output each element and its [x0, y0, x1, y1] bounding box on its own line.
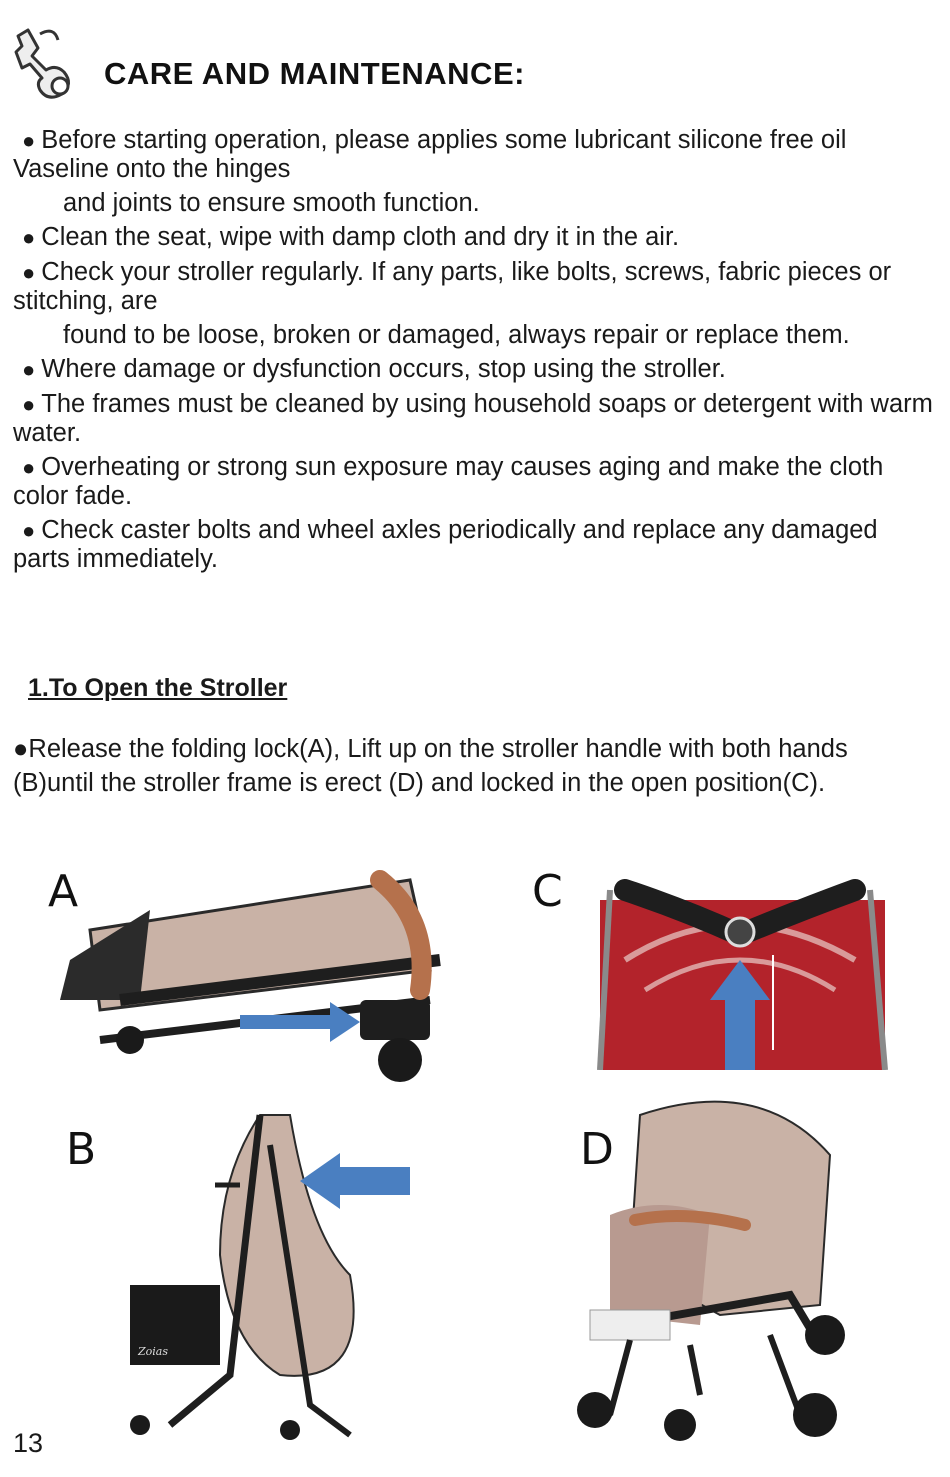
list-item-text: Clean the seat, wipe with damp cloth and dry it in the air.: [41, 223, 680, 251]
figure-d-open-stroller: [570, 1095, 845, 1445]
instruction-text: [13, 732, 913, 800]
bullet-icon: ●: [22, 518, 36, 543]
bullet-icon: ●: [22, 128, 36, 153]
stroller-logo-text: Zoias: [138, 1345, 168, 1358]
list-item-text: Check caster bolts and wheel axles periodically and replace any damaged parts immediately.: [13, 516, 878, 573]
list-item-text: The frames must be cleaned by using household soaps or detergent with warm water.: [13, 390, 933, 447]
list-item-text: Where damage or dysfunction occurs, stop using the stroller.: [41, 355, 726, 383]
list-item-text: Check your stroller regularly. If any parts, like bolts, screws, fabric pieces or stitching, are: [13, 258, 892, 315]
list-item: [13, 223, 933, 252]
figure-b-lifting-handle: [110, 1105, 420, 1445]
figure-label-c: C: [532, 866, 563, 917]
page-number: 13: [13, 1428, 44, 1458]
list-item-continuation: and joints to ensure smooth function.: [63, 189, 480, 217]
list-item-text: Before starting operation, please applies some lubricant silicone free oil Vaseline onto the hinges: [13, 126, 847, 183]
bullet-icon: ●: [22, 225, 36, 250]
list-item: [13, 516, 933, 573]
bullet-icon: ●: [22, 392, 36, 417]
list-item: [13, 453, 933, 510]
bullet-icon: ●: [22, 260, 36, 285]
section-heading: 1.To Open the Stroller: [28, 674, 288, 702]
bullet-icon: ●: [22, 357, 36, 382]
figure-label-a: A: [48, 866, 79, 917]
list-item-continuation: found to be loose, broken or damaged, always repair or replace them.: [63, 321, 850, 349]
list-item-text: Overheating or strong sun exposure may causes aging and make the cloth color fade.: [13, 453, 884, 510]
figure-c-handle-lock: [585, 860, 895, 1070]
list-item: [13, 390, 933, 447]
page-title: CARE AND MAINTENANCE:: [104, 56, 525, 91]
wrench-icon: [10, 22, 94, 112]
figure-a-folded-stroller: [30, 850, 450, 1090]
list-item: [13, 126, 933, 217]
list-item: [13, 355, 933, 384]
bullet-icon: ●: [22, 455, 36, 480]
header: [10, 22, 910, 112]
instruction-body: Release the folding lock(A), Lift up on the stroller handle with both hands (B)until the stroller frame is erect (D) and locked in the open position(C).: [13, 735, 848, 797]
figure-label-d: D: [580, 1124, 614, 1175]
list-item: [13, 258, 933, 349]
figure-label-b: B: [66, 1124, 97, 1175]
bullet-icon: ●: [13, 735, 29, 763]
care-list: [13, 126, 933, 579]
